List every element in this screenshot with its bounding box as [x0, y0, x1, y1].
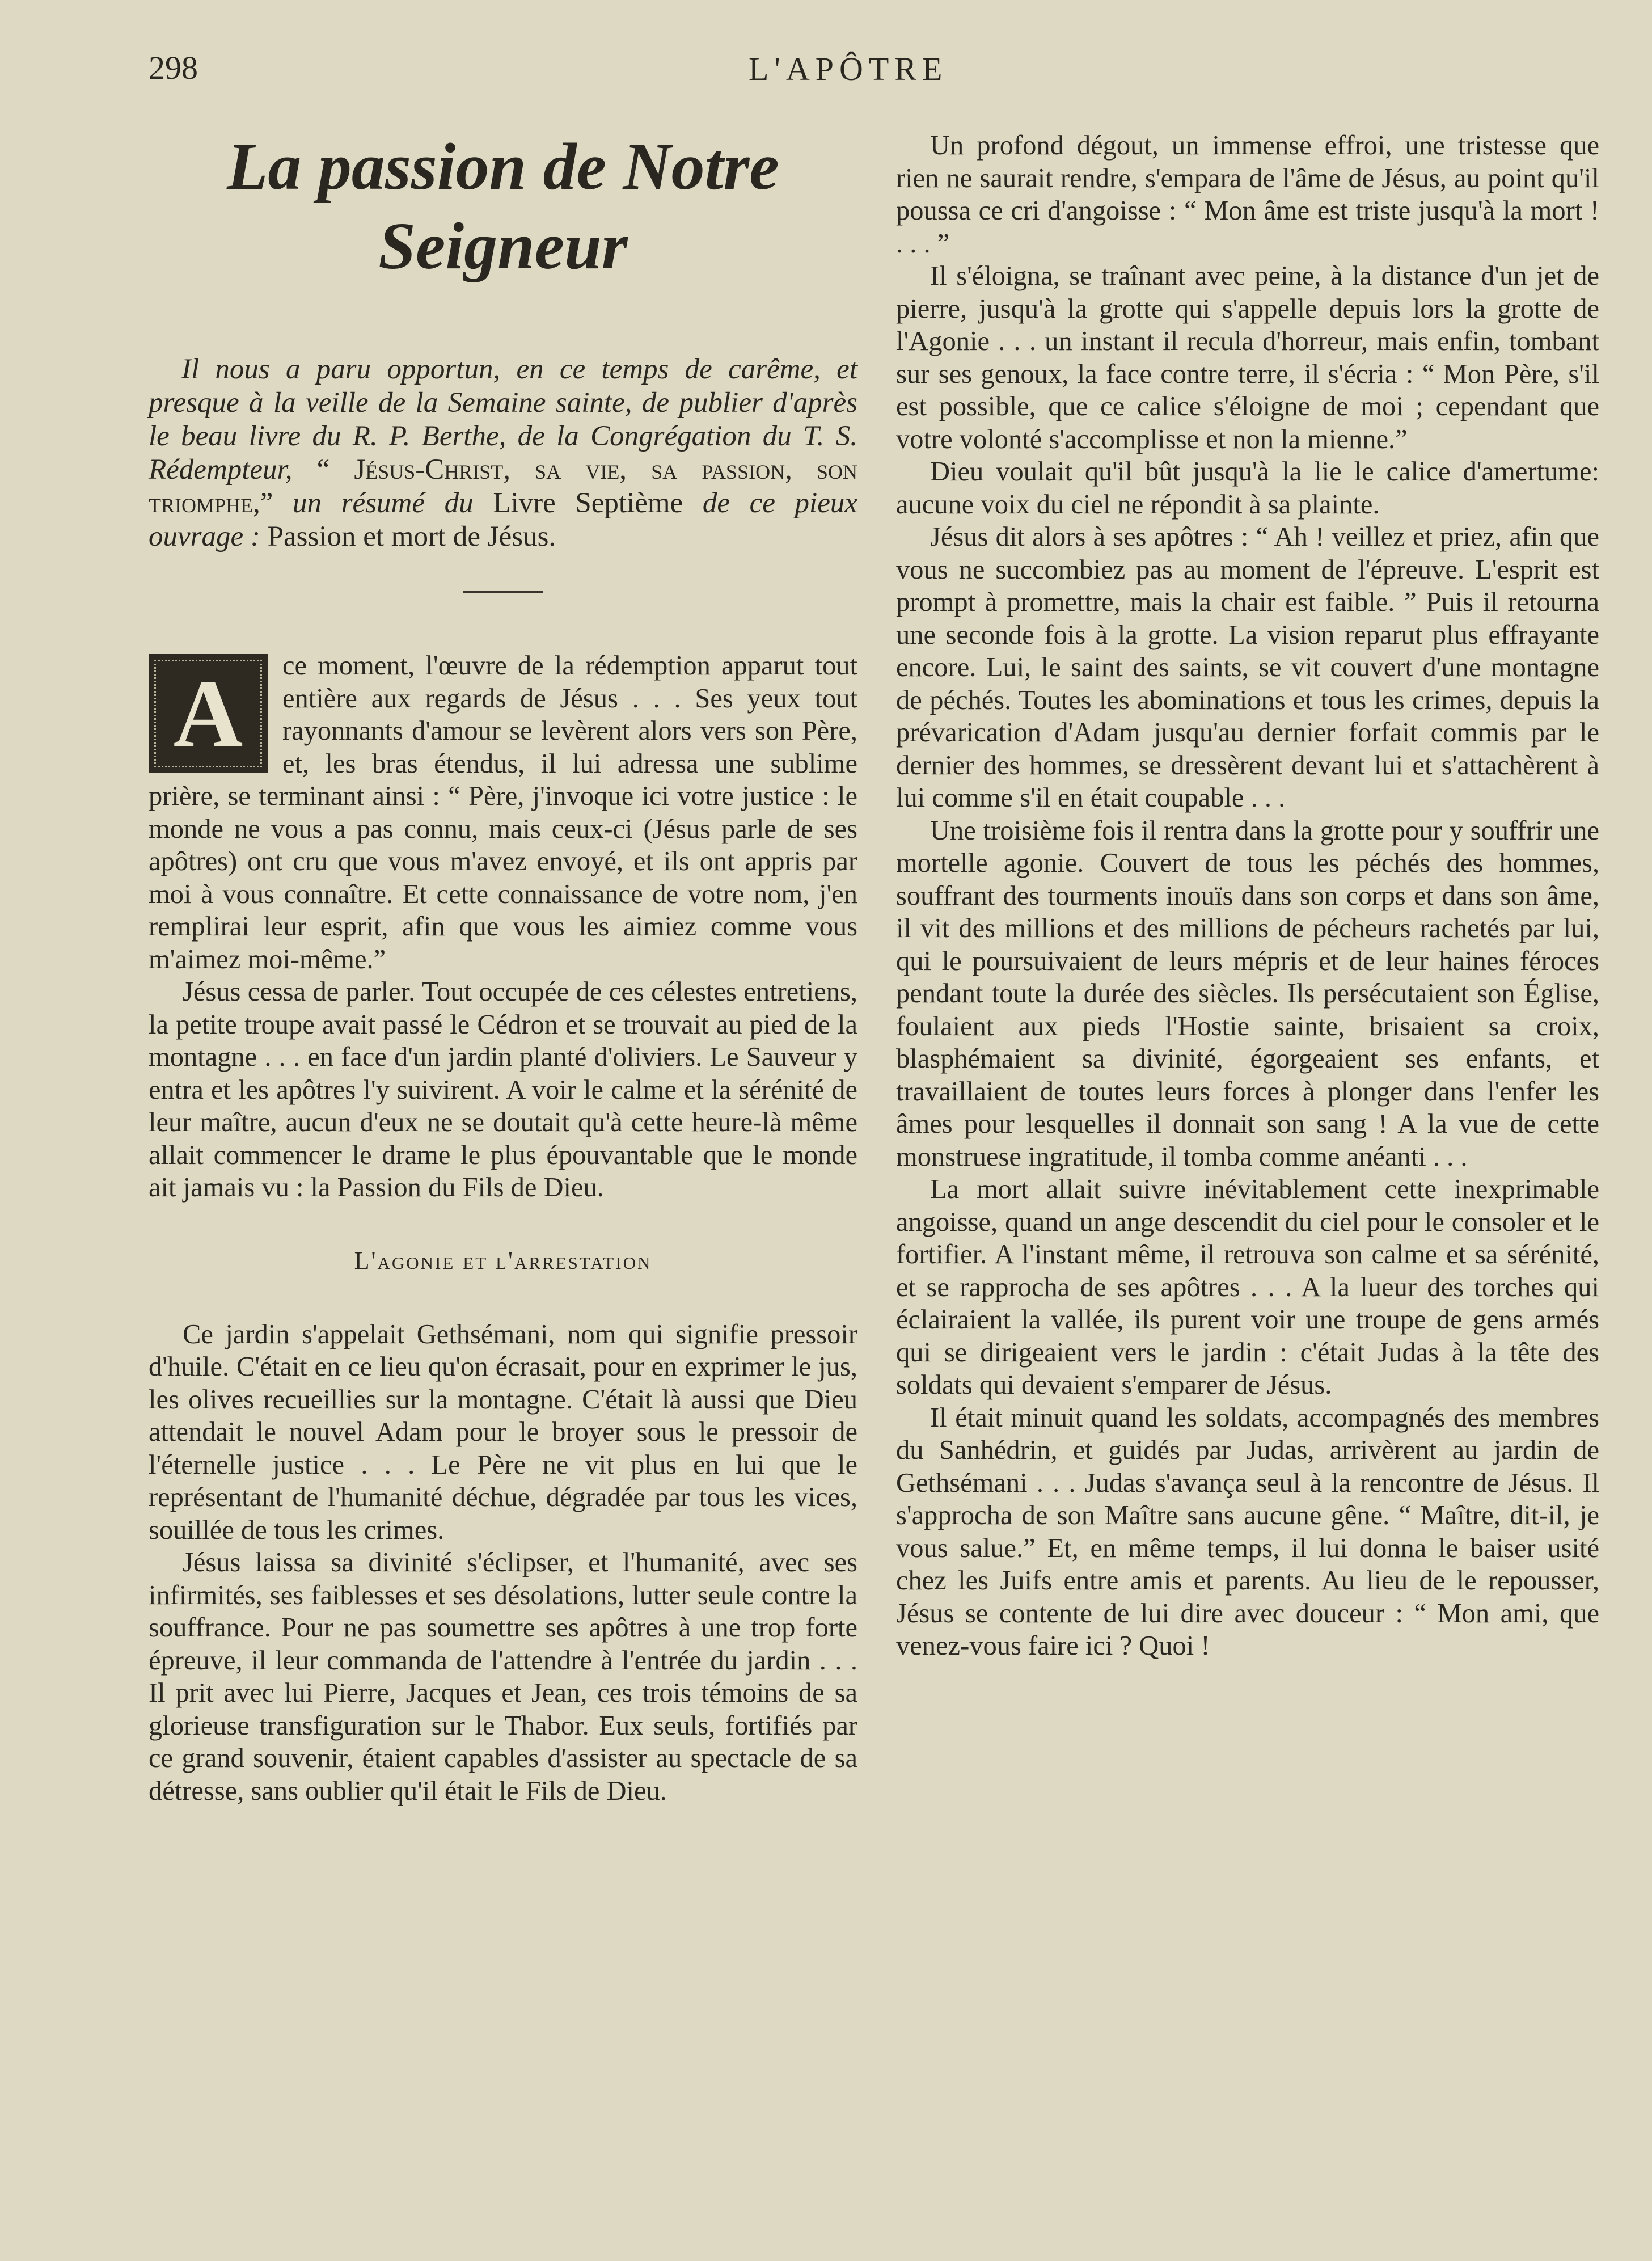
intro-text-d: de ce pieux ouvrage :: [149, 487, 857, 552]
intro-text-a: Il nous a paru opportun, en ce temps de carême, et presque à la veille de la Semaine sainte, de publier d'après le beau livre du R. P. Berthe, de la Congrégation du T. S. Rédempteur,: [149, 353, 857, 486]
paragraph-left-1: [149, 649, 857, 976]
drop-cap: [149, 654, 268, 773]
paragraph-right-4: Jésus dit alors à ses apôtres : “ Ah ! veillez et priez, afin que vous ne succombiez pas au moment de l'épreuve. L'esprit est prompt à promettre, mais la chair est faible. ” Puis il retourna une seconde fois à la grotte. La vision reparut plus effrayante encore. Lui, le saint des saints, se vit couvert d'une montagne de péchés. Toutes les abominations et tous les crimes, depuis la prévarication d'Adam jusqu'au dernier forfait commis par le dernier des hommes, se dressèrent devant lui et s'attachèrent à lui comme s'il en était coupable . . .: [896, 522, 1599, 813]
article-title: La passion de Notre Seigneur: [227, 129, 779, 283]
paragraph-right-2: Il s'éloigna, se traînant avec peine, à la distance d'un jet de pierre, jusqu'à la grotte qui s'appelle depuis lors la grotte de l'Agonie . . . un instant il recula d'horreur, mais enfin, tombant sur ses genoux, la face contre terre, il s'écria : “ Mon Père, s'il est possible, que ce calice s'éloigne de moi ; cependant que votre volonté s'accomplisse et non la mienne.”: [896, 261, 1599, 454]
paragraph-right-1: Un profond dégout, un immense effroi, une tristesse que rien ne saurait rendre, s'empara de l'âme de Jésus, au point qu'il poussa ce cri d'angoisse : “ Mon âme est triste jusqu'à la mort ! . . . ”: [896, 130, 1599, 259]
intro-text-b: un résumé du: [273, 487, 493, 519]
paragraph-left-2: Jésus cessa de parler. Tout occupée de ces célestes entretiens, la petite troupe avait passé le Cédron et se trouvait au pied de la montagne . . . en face d'un jardin planté d'oliviers. Le Sauveur y entra et les apôtres l'y suivirent. A voir le calme et la sérénité de leur maître, aucun d'eux ne se doutait qu'à cette heure-là même allait commencer le drame le plus épouvantable que le monde ait jamais vu : la Passion du Fils de Dieu.: [149, 977, 857, 1203]
paragraph-right-5: Une troisième fois il rentra dans la grotte pour y souffrir une mortelle agonie. Couvert de tous les péchés des hommes, souffrant des tourments inouïs dans son corps et dans son âme, il vit des millions et des millions de pécheurs rachetés par lui, qui le poursuivaient de leurs mépris et de leur haines féroces pendant toute la durée des siècles. Ils persécutaient son Église, foulaient aux pieds l'Hostie sainte, brisaient sa croix, blasphémaient sa divinité, égorgeaient ses enfants, et travaillaient de toutes leurs forces à plonger dans l'enfer les âmes pour lesquelles il donnait son sang ! A la vue de cette monstruese ingratitude, il tomba comme anéanti . . .: [896, 815, 1599, 1172]
running-head: L'APÔTRE: [749, 50, 948, 87]
separator-rule: [463, 591, 543, 593]
right-column: [896, 129, 1599, 1663]
paragraph-right-6: La mort allait suivre inévitablement cette inexprimable angoisse, quand un ange descendit du ciel pour le consoler et le fortifier. A l'instant même, il retrouva son calme et sa sérénité, et se rapprocha de ses apôtres . . . A la lueur des torches qui éclairaient la vallée, ils purent voir une troupe de gens armés qui se dirigeaient vers le jardin : c'était Judas à la tête des soldats qui devaient s'emparer de Jésus.: [896, 1174, 1599, 1400]
paragraph-right-7: Il était minuit quand les soldats, accompagnés des membres du Sanhédrin, et guidés par Judas, arrivèrent au jardin de Gethsémani . . . Judas s'avança seul à la rencontre de Jésus. Il s'approcha de son Maître sans aucune gêne. “ Maître, dit-il, je vous salue.” Et, en même temps, il lui donna le baiser usité chez les Juifs entre amis et parents. Au lieu de le repousser, Jésus se contente de lui dire avec douceur : “ Mon ami, que venez-vous faire ici ? Quoi !: [896, 1402, 1599, 1661]
intro-book-title: “ Jésus-Christ, sa vie, sa passion, son triomphe,”: [149, 454, 857, 519]
page-number: 298: [149, 49, 198, 86]
paragraph-right-3: Dieu voulait qu'il bût jusqu'à la lie le calice d'amertume: aucune voix du ciel ne répondit à sa plainte.: [896, 457, 1599, 520]
intro-text-c: Livre Septième: [493, 487, 683, 519]
left-column: [149, 125, 857, 1807]
intro-text-e: Passion et mort de Jésus.: [267, 521, 556, 552]
section-heading: L'agonie et l'arrestation: [354, 1246, 652, 1275]
drop-cap-letter: A: [173, 660, 243, 767]
paragraph-left-3: Ce jardin s'appelait Gethsémani, nom qui signifie pressoir d'huile. C'était en ce lieu qu'on écrasait, pour en exprimer le jus, les olives recueillies sur la montagne. C'était là aussi que Dieu attendait le nouvel Adam pour le broyer sous le pressoir de l'éternelle justice . . . Le Père ne vit plus en lui que le représentant de l'humanité déchue, dégradée par tous les vices, souillée de tous les crimes.: [149, 1319, 857, 1545]
paragraph-left-1-text: ce moment, l'œuvre de la rédemption apparut tout entière aux regards de Jésus . . . Ses yeux tout rayonnants d'amour se levèrent alors vers son Père, et, les bras étendus, il lui adressa une sublime prière, se terminant ainsi : “ Père, j'invoque ici votre justice : le monde ne vous a pas connu, mais ceux-ci (Jésus parle de ses apôtres) ont cru que vous m'avez envoyé, et ils ont appris par moi à vous connaître. Et cette connaissance de votre nom, j'en remplirai leur esprit, afin que vous les aimiez comme vous m'aimez moi-même.”: [149, 651, 857, 975]
article-intro: [149, 353, 857, 554]
paragraph-left-4: Jésus laissa sa divinité s'éclipser, et l'humanité, avec ses infirmités, ses faiblesses et ses désolations, lutter seule contre la souffrance. Pour ne pas soumettre ses apôtres à une trop forte épreuve, il leur commanda de l'attendre à l'entrée du jardin . . . Il prit avec lui Pierre, Jacques et Jean, ces trois témoins de sa glorieuse transfiguration sur le Thabor. Eux seuls, fortifiés par ce grand souvenir, étaient capables d'assister au spectacle de sa détresse, sans oublier qu'il était le Fils de Dieu.: [149, 1547, 857, 1806]
